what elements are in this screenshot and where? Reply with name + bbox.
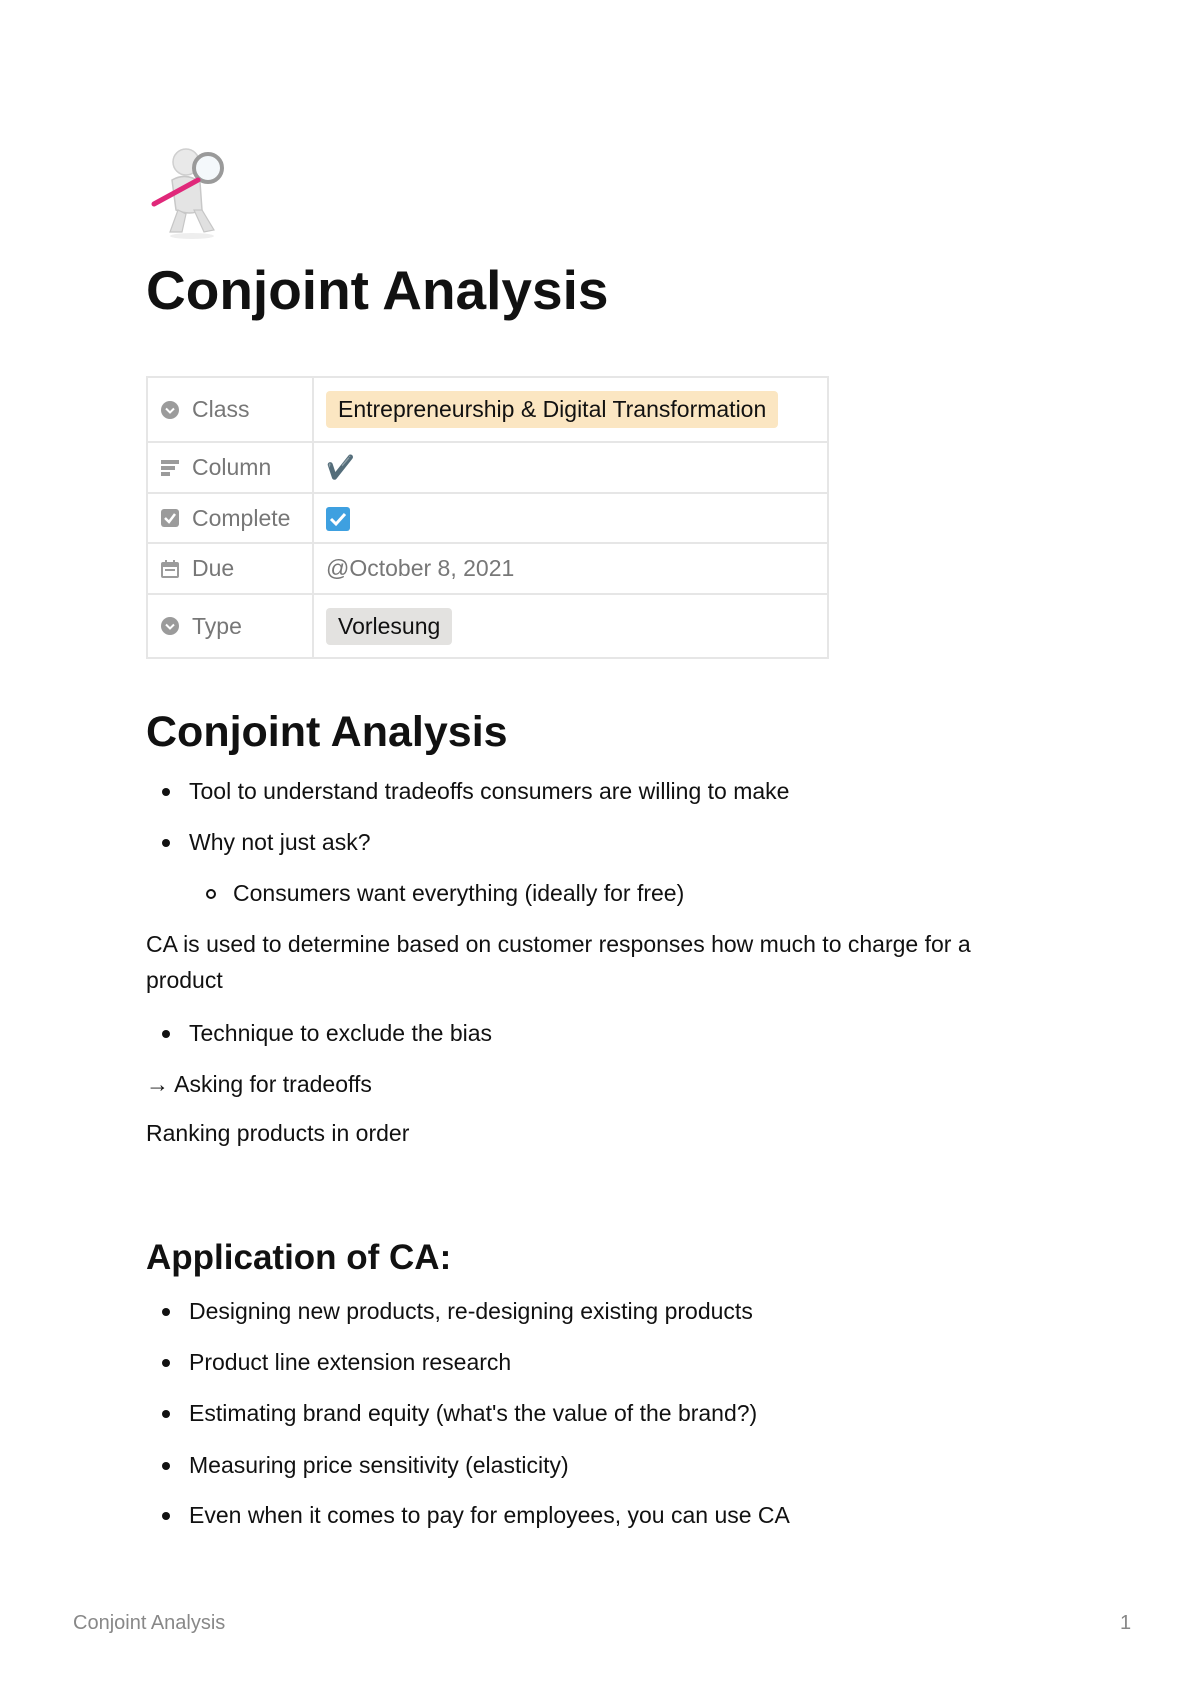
paragraph: Ranking products in order (146, 1120, 410, 1146)
page-icon (146, 140, 236, 240)
section-heading-application: Application of CA: (146, 1238, 452, 1277)
select-icon (160, 616, 180, 636)
list-item: Measuring price sensitivity (elasticity) (189, 1450, 569, 1480)
list-item: Product line extension research (189, 1347, 511, 1377)
section-heading-conjoint-analysis: Conjoint Analysis (146, 708, 508, 756)
bullet-icon (162, 1410, 170, 1418)
checkbox-icon (160, 508, 180, 528)
select-icon (160, 400, 180, 420)
list-item: Why not just ask? (189, 827, 371, 857)
page-title: Conjoint Analysis (146, 259, 609, 321)
bullet-icon (162, 1512, 170, 1520)
checkmark-emoji-icon: ✔️ (326, 454, 355, 480)
type-tag[interactable]: Vorlesung (326, 608, 452, 645)
property-row-due (147, 543, 828, 594)
due-date[interactable]: @October 8, 2021 (326, 555, 515, 581)
properties-table (146, 376, 829, 659)
list-item-nested: Consumers want everything (ideally for free) (233, 878, 684, 908)
property-key-complete: Complete (192, 504, 291, 531)
list-item: Technique to exclude the bias (189, 1018, 492, 1048)
footer-title: Conjoint Analysis (73, 1612, 226, 1634)
property-row-type (147, 594, 828, 658)
hollow-bullet-icon (206, 889, 216, 899)
property-key-type: Type (192, 612, 242, 639)
class-tag[interactable]: Entrepreneurship & Digital Transformation (326, 391, 778, 428)
bullet-icon (162, 1030, 170, 1038)
list-item: Estimating brand equity (what's the value of the brand?) (189, 1398, 757, 1428)
property-row-column (147, 442, 828, 493)
bullet-icon (162, 1359, 170, 1367)
magnifying-glass-figure-icon (146, 140, 236, 240)
complete-checkbox[interactable] (326, 507, 350, 531)
bullet-icon (162, 788, 170, 796)
checkmark-icon (326, 507, 350, 531)
list-item: Even when it comes to pay for employees, you can use CA (189, 1500, 790, 1530)
paragraph: CA is used to determine based on customer responses how much to charge for a (146, 931, 971, 957)
property-row-complete (147, 493, 828, 543)
bullet-icon (162, 1308, 170, 1316)
paragraph-continued: product (146, 967, 223, 993)
property-key-column: Column (192, 454, 272, 480)
paragraph: → Asking for tradeoffs (146, 1071, 372, 1097)
bullet-icon (162, 1462, 170, 1470)
text-lines-icon (160, 458, 180, 478)
list-item: Tool to understand tradeoffs consumers are willing to make (189, 776, 789, 806)
list-item: Designing new products, re-designing existing products (189, 1296, 753, 1326)
property-key-class: Class (192, 396, 250, 422)
footer-page-number: 1 (1120, 1612, 1132, 1634)
calendar-icon (160, 559, 180, 579)
bullet-icon (162, 839, 170, 847)
property-key-due: Due (192, 555, 235, 581)
property-row-class (147, 377, 828, 442)
